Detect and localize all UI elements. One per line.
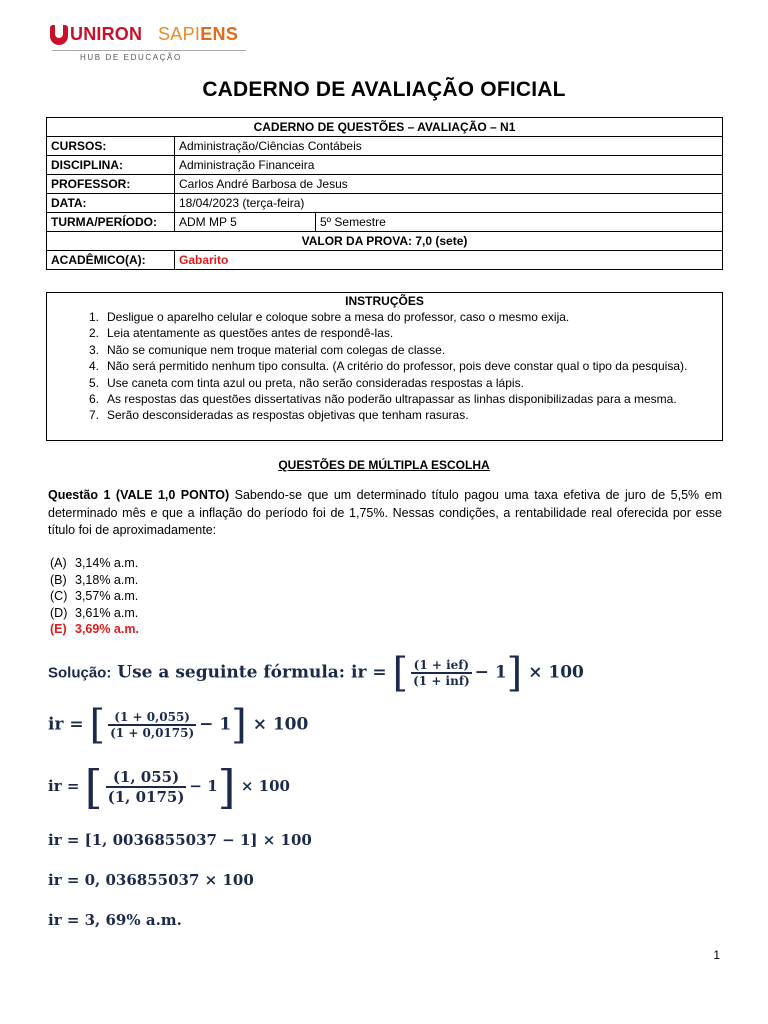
solution-result: ir = 3, 69% a.m. (48, 911, 182, 929)
info-header: CADERNO DE QUESTÕES – AVALIAÇÃO – N1 (47, 118, 723, 137)
question-1-text (48, 487, 722, 540)
times-100: × 100 (240, 777, 290, 795)
sapiens-logo (158, 24, 238, 45)
option-text: 3,69% a.m. (75, 622, 139, 637)
item-text: Use caneta com tinta azul ou preta, não serão consideradas respostas a lápis. (107, 375, 524, 390)
option-letter: (C) (50, 589, 68, 604)
academico-label: ACADÊMICO(A): (47, 251, 175, 270)
table-row (47, 118, 723, 137)
times-100: × 100 (252, 714, 309, 735)
item-text: Desligue o aparelho celular e coloque sobre a mesa do professor, caso o mesmo exija. (107, 310, 570, 324)
step-lhs: ir = (48, 714, 84, 735)
option-text: 3,57% a.m. (75, 589, 139, 604)
instructions-box (46, 292, 723, 441)
item-number: 4. (88, 359, 99, 374)
hub-tagline: HUB DE EDUCAÇÃO (80, 53, 182, 62)
fraction-denominator: (1 + inf) (413, 673, 470, 688)
semestre-value: 5º Semestre (316, 213, 723, 232)
table-row (47, 213, 723, 232)
question-1-options (50, 555, 139, 638)
option-e-correct (50, 621, 139, 638)
item-text: Leia atentamente as questões antes de respondê-las. (107, 326, 394, 341)
solution-intro: Use a seguinte fórmula: (117, 662, 346, 683)
option-letter: (D) (50, 605, 68, 620)
list-item (47, 407, 722, 423)
exam-info-table (46, 117, 723, 270)
left-bracket: [ (84, 760, 103, 814)
step-fraction (106, 768, 187, 806)
solution-step-3 (48, 760, 290, 814)
fraction-numerator: (1 + ief) (413, 658, 470, 673)
item-number: 7. (88, 408, 99, 423)
instructions-title: INSTRUÇÕES (345, 294, 424, 308)
item-number: 5. (88, 375, 99, 390)
turma-value: ADM MP 5 (175, 213, 316, 232)
table-row (47, 251, 723, 270)
times-100: × 100 (528, 662, 584, 683)
cursos-value: Administração/Ciências Contábeis (175, 137, 723, 156)
minus-one: − 1 (474, 662, 507, 683)
academico-value: Gabarito (175, 251, 723, 270)
solution-step-4: ir = [1, 0036855037 − 1] × 100 (48, 831, 312, 849)
fraction-denominator: (1, 0175) (107, 787, 185, 806)
header-logos (50, 24, 250, 64)
item-text: Não se comunique nem troque material com colegas de classe. (107, 342, 446, 357)
left-bracket: [ (392, 650, 409, 696)
disciplina-label: DISCIPLINA: (47, 156, 175, 175)
option-text: 3,14% a.m. (75, 556, 139, 570)
item-number: 6. (88, 392, 99, 407)
item-text: Não será permitido nenhum tipo consulta. (A critério do professor, pois deve constar qual o tipo da pesquisa). (107, 359, 688, 374)
page-title: CADERNO DE AVALIAÇÃO OFICIAL (202, 78, 566, 101)
uniron-wordmark: UNIRON (70, 24, 143, 44)
question-1-label: Questão 1 (VALE 1,0 PONTO) (48, 488, 230, 502)
option-b (50, 572, 139, 589)
option-c (50, 588, 139, 605)
list-item (47, 375, 722, 391)
solution-step-5: ir = 0, 036855037 × 100 (48, 871, 254, 889)
option-text: 3,18% a.m. (75, 572, 139, 587)
option-a (50, 555, 139, 572)
table-row (47, 137, 723, 156)
table-row (47, 156, 723, 175)
item-number: 1. (88, 310, 99, 324)
step-fraction (108, 710, 196, 740)
professor-label: PROFESSOR: (47, 175, 175, 194)
formula-fraction (411, 658, 472, 688)
right-bracket: ] (506, 650, 523, 696)
question-1-body: Sabendo-se que um determinado título pagou uma taxa efetiva de juro de 5,5% em determinado mês e que a inflação do período foi de 1,75%. Nessas condições, a rentabilidade real oferecida por esse título foi de aproximadamente: (48, 488, 722, 537)
option-letter: (E) (50, 622, 67, 637)
fraction-numerator: (1 + 0,055) (114, 710, 190, 725)
option-letter: (B) (50, 572, 67, 587)
uniron-logo (50, 24, 142, 45)
professor-value: Carlos André Barbosa de Jesus (175, 175, 723, 194)
list-item (47, 342, 722, 358)
section-title: QUESTÕES DE MÚLTIPLA ESCOLHA (278, 458, 490, 472)
option-d (50, 605, 139, 622)
turma-label: TURMA/PERÍODO: (47, 213, 175, 232)
table-row (47, 232, 723, 251)
item-number: 2. (88, 326, 99, 341)
right-bracket: ] (217, 760, 236, 814)
table-row (47, 175, 723, 194)
disciplina-value: Administração Financeira (175, 156, 723, 175)
item-text: As respostas das questões dissertativas não poderão ultrapassar as linhas disponibilizadas para a mesma. (107, 392, 677, 407)
list-item (47, 309, 722, 325)
solution-label: Solução: (48, 664, 112, 682)
left-bracket: [ (89, 702, 106, 748)
fraction-denominator: (1 + 0,0175) (110, 725, 195, 740)
step-lhs: ir = (48, 777, 80, 795)
data-value: 18/04/2023 (terça-feira) (175, 194, 723, 213)
minus-one: − 1 (189, 777, 218, 795)
right-bracket: ] (231, 702, 247, 748)
logo-divider (52, 50, 246, 51)
cursos-label: CURSOS: (47, 137, 175, 156)
solution-step-2 (48, 702, 308, 748)
option-text: 3,61% a.m. (75, 605, 139, 620)
valor-prova: VALOR DA PROVA: 7,0 (sete) (47, 232, 723, 251)
item-number: 3. (88, 342, 99, 357)
item-text: Serão desconsideradas as respostas objetivas que tenham rasuras. (107, 408, 469, 423)
list-item (47, 325, 722, 341)
sapiens-wordmark-b: ENS (200, 24, 239, 44)
sapiens-wordmark-a: SAPI (158, 24, 201, 44)
uniron-u-icon (50, 25, 68, 45)
minus-one: − 1 (199, 714, 232, 735)
fraction-numerator: (1, 055) (112, 768, 180, 787)
formula-lhs: ir = (351, 662, 387, 683)
table-row (47, 194, 723, 213)
list-item (47, 391, 722, 407)
option-letter: (A) (50, 556, 67, 570)
data-label: DATA: (47, 194, 175, 213)
page-number: 1 (713, 948, 720, 962)
list-item (47, 358, 722, 374)
instructions-list (47, 309, 722, 424)
solution-formula (48, 650, 584, 696)
